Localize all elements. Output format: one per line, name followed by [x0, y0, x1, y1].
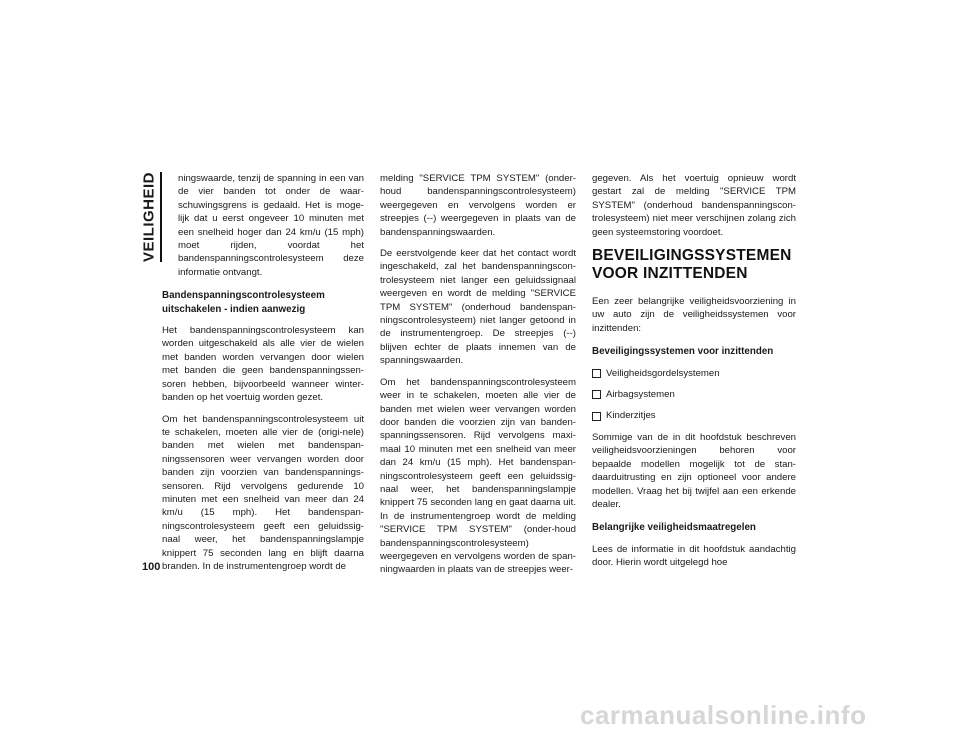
section-tab [138, 172, 162, 262]
chapter-heading-line: BEVEILIGINGSSYSTEMEN [592, 247, 792, 265]
list-item [592, 367, 796, 380]
section-heading: Bandenspanningscontrolesysteem uitschakelen - indien aanwezig [162, 290, 325, 315]
paragraph: Lees de informatie in dit hoofdstuk aandachtig door. Hierin wordt uitgelegd hoe [592, 543, 796, 569]
paragraph: Het bandenspanningscontrolesysteem kan worden uitgeschakeld als alle vier de wielen met banden worden vervangen door wielen met banden die geen bandenspanningssen-soren hebben, bijvoorbeeld wanneer winter-banden op het voertuig worden gezet. [162, 325, 364, 404]
list-item [592, 409, 796, 422]
paragraph: Om het bandenspanningscontrolesysteem uit te schakelen, moeten alle vier de (origi-nele) banden met wielen met bandenspan-ningssensoren weer vervangen worden door banden zijn voorzien van bandenspannings-sensoren. Rijd vervolgens gedurende 10 minuten met een snelheid van meer dan 24 km/u (15 mph). Het bandenspan-ningscontrolesysteem geeft een geluidssig-naal weer, het bandenspanningslampje knippert 75 seconden lang en blijft daarna branden. In de instrumentengroep wordt de [162, 413, 364, 572]
paragraph: ningswaarde, tenzij de spanning in een van de vier banden tot onder de waar-schuwingsgrens is gedaald. Het is moge-lijk dat u eerst ongeveer 10 minuten met een snelheid hoger dan 24 km/u (15 mph) moet rijden, voordat het bandenspanningscontrolesysteem deze informatie ontvangt. [178, 173, 364, 278]
paragraph: Sommige van de in dit hoofdstuk beschreven veiligheidsvoorzieningen behoren voor bepaalde modellen mogelijk tot de stan-daarduitrusting en zijn optioneel voor andere modellen. Vraag het bij twijfel aan een erkende dealer. [592, 431, 796, 510]
column-2 [380, 172, 576, 585]
paragraph: gegeven. Als het voertuig opnieuw wordt gestart zal de melding "SERVICE TPM SYSTEM" (onderhoud bandenspanningscon-trolesysteem) niet meer verschijnen zolang zich geen systeemstoring voordoet. [592, 173, 796, 238]
chapter-heading [592, 247, 796, 283]
subheading: Belangrijke veiligheidsmaatregelen [592, 522, 756, 534]
paragraph: melding "SERVICE TPM SYSTEM" (onder-houd bandenspanningscontrolesysteem) weergegeven en vervolgens worden er streepjes (--) weergegeven in plaats van de bandenspanningswaarden. [380, 173, 576, 238]
chapter-heading-line: VOOR INZITTENDEN [592, 265, 748, 283]
list-item-label: Veiligheidsgordelsystemen [606, 367, 720, 379]
list-item [592, 388, 796, 401]
list-item-label: Airbagsystemen [606, 389, 675, 401]
paragraph: De eerstvolgende keer dat het contact wordt ingeschakeld, zal het bandenspanningscon-trolesysteem niet langer een geluidssignaal weergeven en wordt de melding "SERVICE TPM SYSTEM" (onderhoud bandenspan-ningscontrolesysteem) niet langer getoond in de instrumentengroep. De streepjes (--) blijven echter de plaats innemen van de spanningswaarden. [380, 248, 576, 367]
checkbox-square-icon [592, 369, 601, 378]
paragraph: Een zeer belangrijke veiligheidsvoorziening in uw auto zijn de veiligheidssystemen voor inzittenden: [592, 296, 796, 334]
watermark: carmanualsonline.info [580, 700, 867, 730]
list-item-label: Kinderzitjes [606, 410, 656, 422]
column-3 [592, 172, 796, 578]
checkbox-square-icon [592, 390, 601, 399]
column-1 [162, 172, 364, 581]
paragraph: Om het bandenspanningscontrolesysteem weer in te schakelen, moeten alle vier de banden met wielen weer vervangen worden door banden die voorzien zijn van banden-spanningssensoren. Rijd vervolgens maxi-maal 10 minuten met een snelheid van meer dan 24 km/u (15 mph). Het bandenspan-ningscontrolesysteem geeft een geluidssig-naal weer, het bandenspanningslampje knippert 75 seconden lang en gaat daarna uit. In de instrumentengroep wordt de melding "SERVICE TPM SYSTEM" (onder-houd bandenspanningscontrolesysteem) weergegeven en vervolgens worden de span-ningwaarden in plaats van de streepjes weer- [380, 376, 576, 576]
page-number: 100 [142, 561, 161, 573]
subheading: Beveiligingssystemen voor inzittenden [592, 346, 774, 358]
section-tab-label: VEILIGHEID [140, 171, 158, 263]
checkbox-square-icon [592, 412, 601, 421]
